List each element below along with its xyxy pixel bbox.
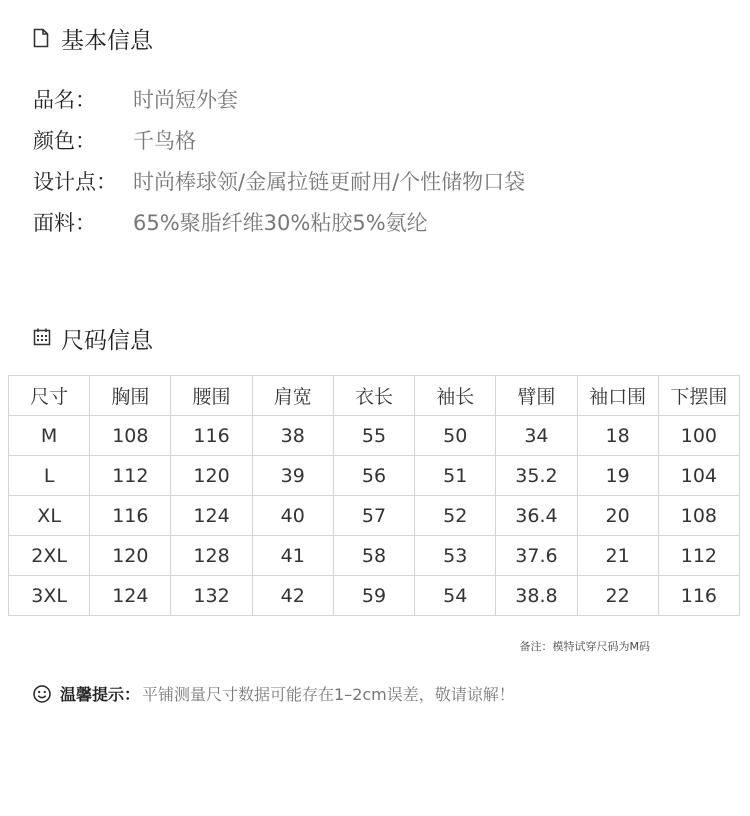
- info-row-color: [33, 125, 196, 155]
- table-header-cell: 臂围: [496, 376, 577, 416]
- info-row-fabric: [33, 207, 428, 237]
- table-cell: 116: [658, 576, 739, 616]
- table-header-cell: 袖长: [415, 376, 496, 416]
- table-header-cell: 尺寸: [9, 376, 90, 416]
- basic-info-title: [33, 22, 153, 54]
- info-row-name: [33, 84, 238, 114]
- table-header-cell: 肩宽: [252, 376, 333, 416]
- table-cell: 3XL: [9, 576, 90, 616]
- table-cell: 20: [577, 496, 658, 536]
- table-header-cell: 胸围: [90, 376, 171, 416]
- table-cell: 54: [415, 576, 496, 616]
- table-cell: 42: [252, 576, 333, 616]
- info-label: 面料：: [33, 211, 96, 235]
- calendar-icon: [33, 328, 51, 348]
- table-cell: 58: [333, 536, 414, 576]
- table-row: [9, 536, 740, 576]
- table-header-cell: 袖口围: [577, 376, 658, 416]
- table-cell: M: [9, 416, 90, 456]
- info-value: 千鸟格: [133, 129, 196, 153]
- document-icon: [33, 28, 51, 48]
- table-row: [9, 416, 740, 456]
- table-row: [9, 576, 740, 616]
- size-info-title: [33, 322, 153, 354]
- table-cell: 50: [415, 416, 496, 456]
- info-value: 时尚短外套: [133, 88, 238, 112]
- table-cell: XL: [9, 496, 90, 536]
- warm-tip: [33, 682, 515, 705]
- table-row: [9, 496, 740, 536]
- tip-text: 平铺测量尺寸数据可能存在1–2cm误差，敬请谅解！: [142, 685, 515, 704]
- table-cell: 22: [577, 576, 658, 616]
- table-cell: 59: [333, 576, 414, 616]
- table-cell: 112: [90, 456, 171, 496]
- table-header-cell: 下摆围: [658, 376, 739, 416]
- table-header-row: [9, 376, 740, 416]
- table-cell: 108: [90, 416, 171, 456]
- table-cell: 55: [333, 416, 414, 456]
- tip-label: 温馨提示：: [60, 685, 141, 704]
- table-cell: 128: [171, 536, 252, 576]
- table-cell: 57: [333, 496, 414, 536]
- table-cell: 38: [252, 416, 333, 456]
- table-cell: 39: [252, 456, 333, 496]
- info-value: 65%聚脂纤维30%粘胶5%氨纶: [133, 211, 428, 235]
- table-cell: 51: [415, 456, 496, 496]
- table-cell: 112: [658, 536, 739, 576]
- model-size-note: 备注：模特试穿尺码为M码: [519, 640, 650, 653]
- table-cell: 35.2: [496, 456, 577, 496]
- table-cell: 21: [577, 536, 658, 576]
- table-cell: L: [9, 456, 90, 496]
- table-cell: 116: [90, 496, 171, 536]
- basic-info-title-text: 基本信息: [61, 27, 153, 54]
- table-cell: 34: [496, 416, 577, 456]
- info-label: 颜色：: [33, 129, 96, 153]
- table-cell: 124: [90, 576, 171, 616]
- table-cell: 100: [658, 416, 739, 456]
- size-info-title-text: 尺码信息: [61, 327, 153, 354]
- info-label: 品名：: [33, 88, 96, 112]
- size-table: [8, 375, 740, 616]
- table-header-cell: 腰围: [171, 376, 252, 416]
- table-cell: 124: [171, 496, 252, 536]
- table-cell: 53: [415, 536, 496, 576]
- info-value: 时尚棒球领/金属拉链更耐用/个性储物口袋: [133, 170, 526, 194]
- table-cell: 36.4: [496, 496, 577, 536]
- table-cell: 104: [658, 456, 739, 496]
- table-cell: 2XL: [9, 536, 90, 576]
- table-header-cell: 衣长: [333, 376, 414, 416]
- table-cell: 19: [577, 456, 658, 496]
- table-cell: 40: [252, 496, 333, 536]
- smiley-icon: [33, 685, 51, 703]
- table-cell: 52: [415, 496, 496, 536]
- table-cell: 120: [90, 536, 171, 576]
- table-cell: 38.8: [496, 576, 577, 616]
- table-cell: 108: [658, 496, 739, 536]
- info-row-design: [33, 166, 525, 196]
- table-cell: 41: [252, 536, 333, 576]
- table-cell: 120: [171, 456, 252, 496]
- table-cell: 56: [333, 456, 414, 496]
- info-label: 设计点：: [33, 170, 117, 194]
- table-row: [9, 456, 740, 496]
- table-cell: 18: [577, 416, 658, 456]
- table-cell: 132: [171, 576, 252, 616]
- table-cell: 37.6: [496, 536, 577, 576]
- table-cell: 116: [171, 416, 252, 456]
